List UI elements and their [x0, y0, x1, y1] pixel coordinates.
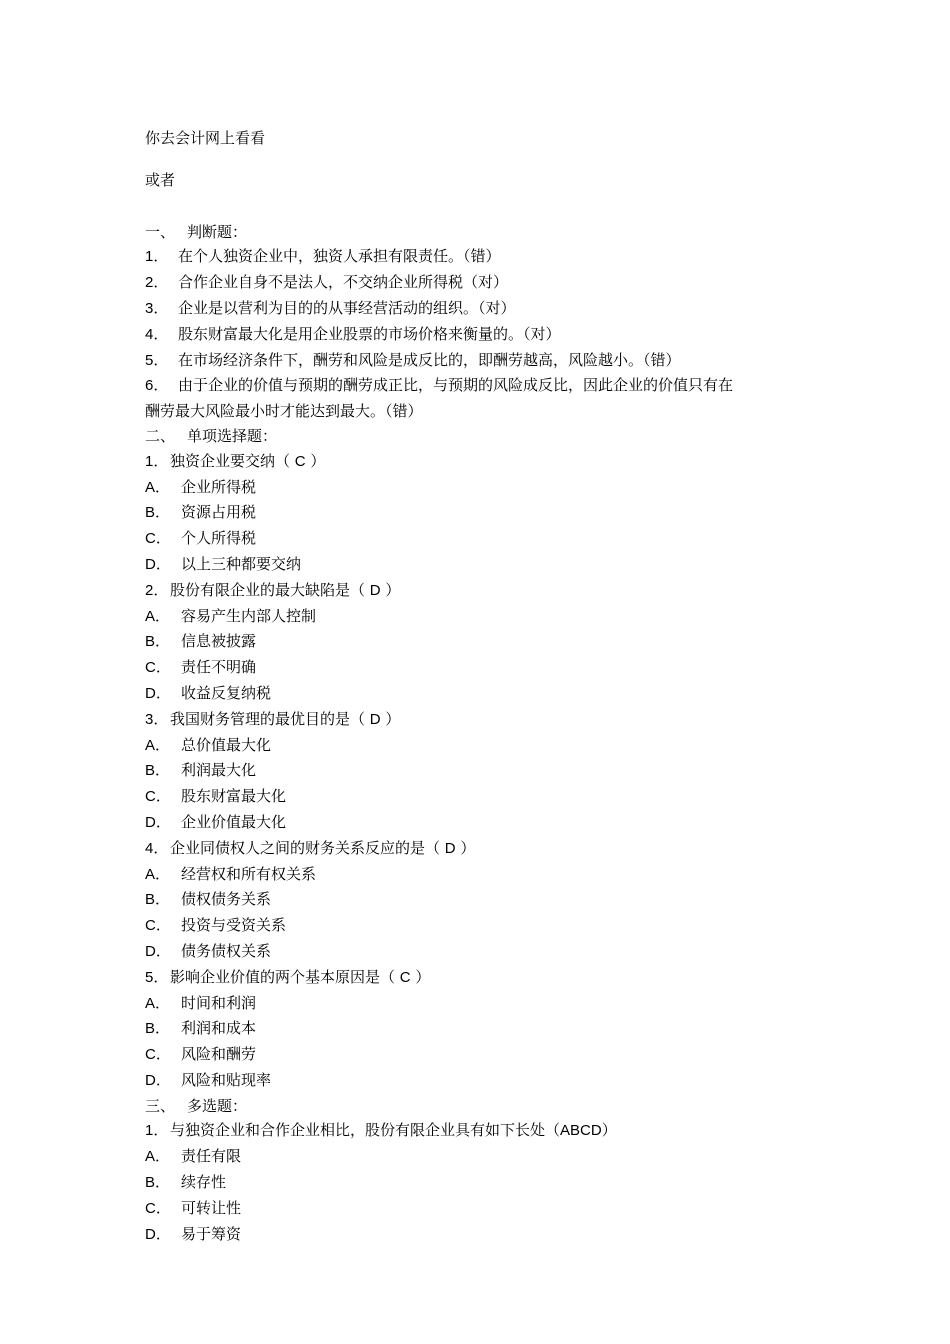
answer: D	[369, 710, 381, 728]
option: A． 经营权和所有权关系	[145, 864, 317, 883]
option: B． 利润最大化	[145, 761, 257, 780]
judge-item: 2． 合作企业自身不是法人，不交纳企业所得税（对）	[145, 273, 509, 292]
answer: D	[369, 581, 381, 599]
option: B． 债权债务关系	[145, 890, 272, 909]
section-title: 单项选择题：	[187, 426, 278, 445]
question: 1． 独资企业要交纳（ C ）	[145, 451, 326, 470]
section-heading	[145, 424, 835, 449]
answer: D	[444, 839, 456, 857]
option: B． 续存性	[145, 1173, 227, 1192]
option: C． 可转让性	[145, 1198, 242, 1217]
section-marker: 一、	[145, 222, 176, 241]
answer: ABCD	[560, 1122, 602, 1140]
section-marker: 二、	[145, 426, 176, 445]
document-content	[145, 126, 835, 1247]
option: A． 总价值最大化	[145, 735, 272, 754]
judge-item: 1． 在个人独资企业中，独资人承担有限责任。（错）	[145, 247, 501, 266]
option: D． 收益反复纳税	[145, 683, 272, 702]
judge-item: 6． 由于企业的价值与预期的酬劳成正比，与预期的风险成反比，因此企业的价值只有在	[145, 376, 734, 395]
option: C． 股东财富最大化	[145, 787, 287, 806]
option: B． 信息被披露	[145, 632, 257, 651]
option: D． 以上三种都要交纳	[145, 554, 302, 573]
judge-item-continuation: 酬劳最大风险最小时才能达到最大。（错）	[145, 402, 423, 421]
option: A． 容易产生内部人控制	[145, 606, 317, 625]
question: 4． 企业同债权人之间的财务关系反应的是（ D ）	[145, 838, 476, 857]
option: D． 债务债权关系	[145, 941, 272, 960]
question: 1． 与独资企业和合作企业相比，股份有限企业具有如下长处（ABCD）	[145, 1121, 617, 1140]
option: C． 投资与受资关系	[145, 916, 287, 935]
intro-line: 或者	[145, 170, 176, 189]
option: C． 责任不明确	[145, 658, 257, 677]
judge-item: 3． 企业是以营利为目的的从事经营活动的组织。（对）	[145, 298, 516, 317]
answer: C	[399, 968, 411, 986]
option: D． 易于筹资	[145, 1224, 242, 1243]
option: B． 资源占用税	[145, 503, 257, 522]
question: 5． 影响企业价值的两个基本原因是（ C ）	[145, 967, 431, 986]
intro-line: 你去会计网上看看	[145, 129, 266, 147]
section-title: 多选题：	[187, 1096, 248, 1115]
section-title: 判断题：	[187, 222, 248, 241]
question: 3． 我国财务管理的最优目的是（ D ）	[145, 709, 401, 728]
answer: C	[294, 452, 306, 470]
option: C． 个人所得税	[145, 529, 257, 548]
judge-item: 5． 在市场经济条件下，酬劳和风险是成反比的，即酬劳越高，风险越小。（错）	[145, 350, 681, 369]
option: C． 风险和酬劳	[145, 1045, 257, 1064]
question: 2． 股份有限企业的最大缺陷是（ D ）	[145, 580, 401, 599]
section-heading	[145, 220, 835, 245]
section-heading	[145, 1094, 835, 1119]
option: A． 责任有限	[145, 1147, 242, 1166]
judge-item: 4． 股东财富最大化是用企业股票的市场价格来衡量的。（对）	[145, 324, 561, 343]
section-marker: 三、	[145, 1096, 176, 1115]
option: D． 风险和贴现率	[145, 1070, 272, 1089]
option: D． 企业价值最大化	[145, 812, 287, 831]
option: B． 利润和成本	[145, 1019, 257, 1038]
option: A． 时间和利润	[145, 993, 257, 1012]
option: A． 企业所得税	[145, 477, 257, 496]
